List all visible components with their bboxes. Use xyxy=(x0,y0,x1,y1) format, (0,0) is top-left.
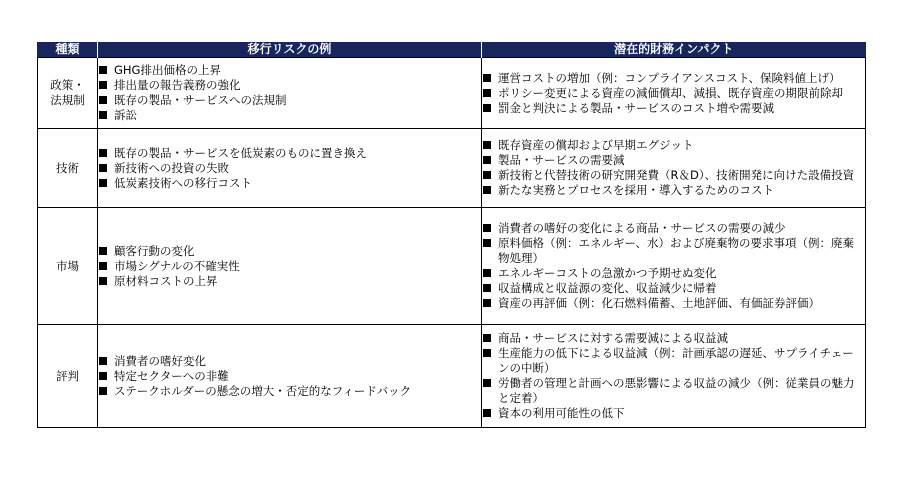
square-bullet-icon xyxy=(483,409,491,417)
list-item-text: 原料価格（例：エネルギー、水）および廃棄物の要求事項（例：廃棄物処理） xyxy=(498,236,855,265)
table-row xyxy=(38,325,866,428)
header-risk-examples: 移行リスクの例 xyxy=(98,42,482,58)
list-item-text: 製品・サービスの需要減 xyxy=(498,153,625,167)
list-item xyxy=(98,259,481,274)
square-bullet-icon xyxy=(99,179,107,187)
category-cell xyxy=(38,129,98,208)
list-item-text: 消費者の嗜好変化 xyxy=(114,353,206,368)
list-item xyxy=(482,86,865,101)
list-item-text: 罰金と判決による製品・サービスのコスト増や需要減 xyxy=(498,100,774,115)
impact-cell xyxy=(482,58,866,129)
category-cell xyxy=(38,58,98,129)
category-label: 評判 xyxy=(56,368,79,383)
risk-list xyxy=(98,63,481,123)
risk-cell xyxy=(98,208,482,325)
list-item xyxy=(482,168,865,183)
square-bullet-icon xyxy=(483,156,491,164)
square-bullet-icon xyxy=(483,224,491,232)
list-item xyxy=(98,274,481,289)
list-item xyxy=(482,138,865,153)
category-label: 政策・ 法規制 xyxy=(50,78,85,107)
risk-list xyxy=(98,244,481,289)
list-item xyxy=(98,78,481,93)
square-bullet-icon xyxy=(483,239,491,247)
risk-cell xyxy=(98,58,482,129)
list-item xyxy=(98,354,481,369)
square-bullet-icon xyxy=(483,334,491,342)
list-item xyxy=(98,108,481,123)
risk-list xyxy=(98,354,481,399)
square-bullet-icon xyxy=(99,357,107,365)
list-item-text: 既存資産の償却および早期エグジット xyxy=(498,138,694,152)
risk-list xyxy=(98,146,481,191)
list-item xyxy=(98,161,481,176)
list-item-text: 運営コストの増加（例：コンプライアンスコスト、保険料値上げ） xyxy=(498,70,841,85)
list-item xyxy=(482,406,865,421)
list-item-text: 消費者の嗜好の変化による商品・サービスの需要の減少 xyxy=(498,221,786,235)
square-bullet-icon xyxy=(99,277,107,285)
list-item-text: 市場シグナルの不確実性 xyxy=(114,258,240,273)
header-type: 種類 xyxy=(38,42,98,58)
list-item-text: 顧客行動の変化 xyxy=(114,243,195,258)
list-item xyxy=(482,71,865,86)
square-bullet-icon xyxy=(99,81,107,89)
list-item xyxy=(482,281,865,296)
list-item-text: 資本の利用可能性の低下 xyxy=(498,406,625,420)
square-bullet-icon xyxy=(483,171,491,179)
impact-list xyxy=(482,221,865,311)
list-item xyxy=(482,266,865,281)
header-financial-impact: 潜在的財務インパクト xyxy=(482,42,866,58)
square-bullet-icon xyxy=(99,149,107,157)
list-item-text: エネルギーコストの急激かつ予期せぬ変化 xyxy=(498,266,717,280)
square-bullet-icon xyxy=(483,284,491,292)
list-item-text: 訴訟 xyxy=(114,108,137,122)
transition-risk-table xyxy=(37,42,866,428)
impact-cell xyxy=(482,208,866,325)
list-item-text: 排出量の報告義務の強化 xyxy=(114,78,241,92)
square-bullet-icon xyxy=(483,269,491,277)
list-item-text: ポリシー変更による資産の減価償却、減損、既存資産の期限前除却 xyxy=(498,85,843,100)
list-item-text: 労働者の管理と計画への悪影響による収益の減少（例：従業員の魅力と定着） xyxy=(498,376,855,405)
list-item-text: 既存の製品・サービスを低炭素のものに置き換え xyxy=(114,145,367,160)
impact-cell xyxy=(482,325,866,428)
square-bullet-icon xyxy=(99,372,107,380)
list-item xyxy=(98,384,481,399)
category-label: 市場 xyxy=(56,258,79,273)
risk-cell xyxy=(98,325,482,428)
impact-cell xyxy=(482,129,866,208)
list-item xyxy=(98,93,481,108)
list-item xyxy=(482,183,865,198)
list-item-text: 特定セクターへの非難 xyxy=(114,368,229,383)
list-item-text: 新技術と代替技術の研究開発費（R＆D）、技術開発に向けた設備投資 xyxy=(498,168,855,182)
square-bullet-icon xyxy=(483,74,491,82)
square-bullet-icon xyxy=(99,387,107,395)
list-item-text: 新技術への投資の失敗 xyxy=(114,160,229,175)
list-item-text: 資産の再評価（例：化石燃料備蓄、土地評価、有価証券評価） xyxy=(498,296,820,310)
list-item xyxy=(482,101,865,116)
square-bullet-icon xyxy=(483,104,491,112)
square-bullet-icon xyxy=(483,89,491,97)
list-item-text: 収益構成と収益源の変化、収益減少に帰着 xyxy=(498,281,717,295)
list-item xyxy=(482,221,865,236)
impact-list xyxy=(482,138,865,198)
risk-cell xyxy=(98,129,482,208)
table-header xyxy=(38,42,866,58)
square-bullet-icon xyxy=(99,96,107,104)
category-cell xyxy=(38,208,98,325)
list-item-text: 原材料コストの上昇 xyxy=(114,273,218,288)
square-bullet-icon xyxy=(99,262,107,270)
square-bullet-icon xyxy=(99,111,107,119)
impact-list xyxy=(482,331,865,421)
square-bullet-icon xyxy=(99,247,107,255)
list-item-text: 商品・サービスに対する需要減による収益減 xyxy=(498,331,728,345)
list-item-text: 既存の製品・サービスへの法規制 xyxy=(114,93,287,107)
square-bullet-icon xyxy=(483,299,491,307)
list-item xyxy=(98,244,481,259)
list-item-text: GHG排出価格の上昇 xyxy=(114,63,221,77)
list-item-text: 低炭素技術への移行コスト xyxy=(114,175,252,190)
list-item-text: 生産能力の低下による収益減（例：計画承認の遅延、サプライチェーンの中断） xyxy=(498,346,854,375)
list-item-text: ステークホルダーの懸念の増大・否定的なフィードバック xyxy=(114,383,412,398)
list-item xyxy=(482,346,865,376)
impact-list xyxy=(482,71,865,116)
category-label: 技術 xyxy=(56,160,79,175)
square-bullet-icon xyxy=(483,141,491,149)
list-item xyxy=(482,376,865,406)
square-bullet-icon xyxy=(483,186,491,194)
list-item xyxy=(482,331,865,346)
table-row xyxy=(38,58,866,129)
list-item xyxy=(98,369,481,384)
table-row xyxy=(38,208,866,325)
list-item xyxy=(98,146,481,161)
square-bullet-icon xyxy=(483,379,491,387)
list-item xyxy=(482,296,865,311)
list-item-text: 新たな実務とプロセスを採用・導入するためのコスト xyxy=(498,183,774,197)
list-item xyxy=(482,236,865,266)
list-item xyxy=(98,176,481,191)
table-row xyxy=(38,129,866,208)
list-item xyxy=(482,153,865,168)
list-item xyxy=(98,63,481,78)
square-bullet-icon xyxy=(483,349,491,357)
square-bullet-icon xyxy=(99,66,107,74)
square-bullet-icon xyxy=(99,164,107,172)
category-cell xyxy=(38,325,98,428)
